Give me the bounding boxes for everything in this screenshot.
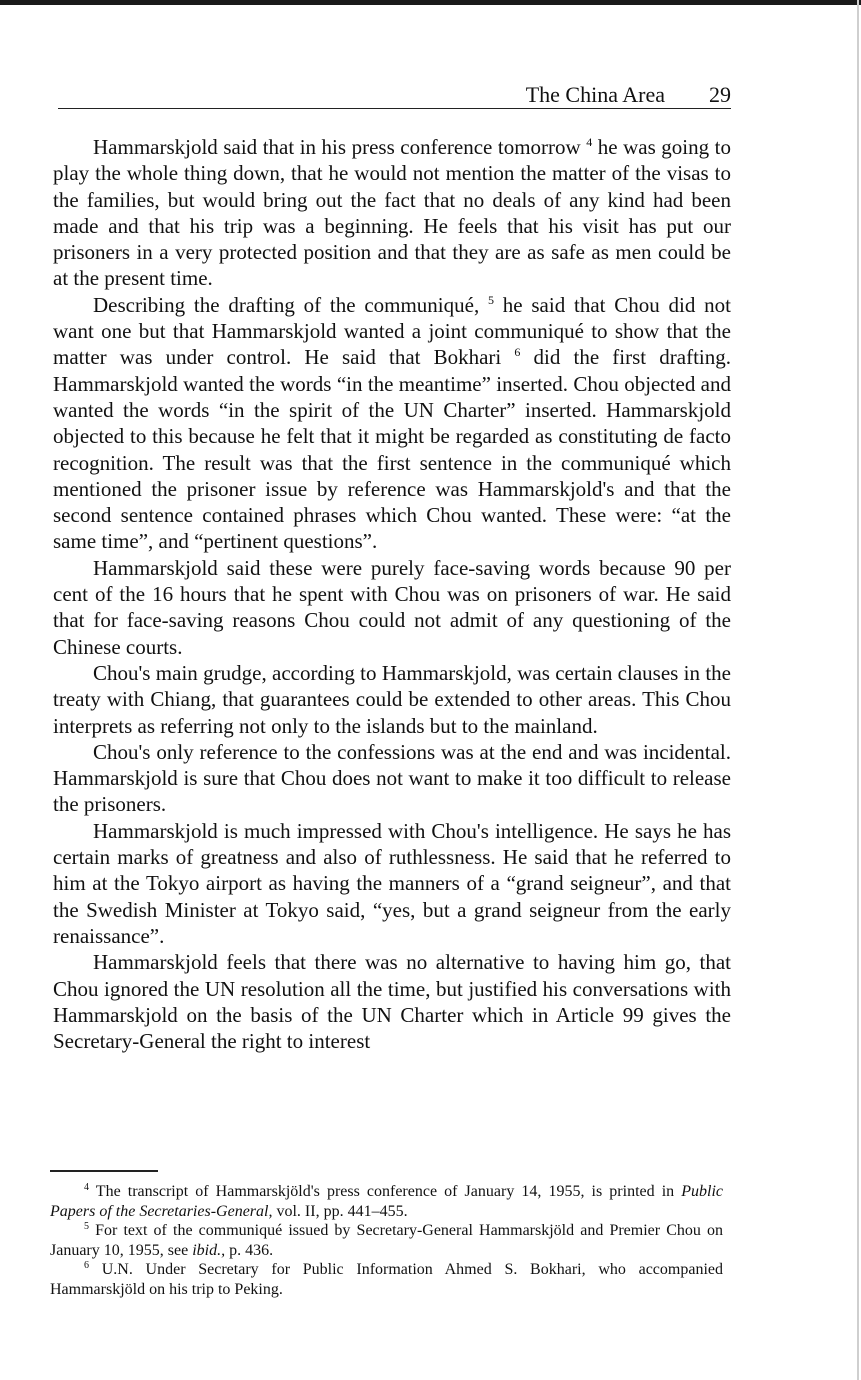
- right-scan-edge: [857, 0, 859, 1380]
- footnote-italic-text: ibid.,: [192, 1241, 226, 1259]
- paragraph: [53, 555, 731, 660]
- paragraph-text: Hammarskjold said these were purely face-saving words because 90 per cent of the 16 hours that he spent with Chou was on prisoners of war. He said that for face-saving reasons Chou could not admit of any questioning of the Chinese courts.: [53, 555, 731, 659]
- footnote-rule: [50, 1170, 158, 1172]
- footnote-italic-text: Public Papers of the Secretaries-General,: [50, 1183, 723, 1220]
- paragraph-text: Chou's main grudge, according to Hammarskjold, was certain clauses in the treaty with Chiang, that guarantees could be extended to other areas. This Chou interprets as referring not only to the islands but to the mainland.: [53, 660, 731, 738]
- footnote-text: The transcript of Hammarskjöld's press conference of January 14, 1955, is printed in: [89, 1183, 682, 1200]
- paragraph-text: Hammarskjold is much impressed with Chou's intelligence. He says he has certain marks of greatness and also of ruthlessness. He said that he referred to him at the Tokyo airport as having the manners of a “grand seigneur”, and that the Swedish Minister at Tokyo said, “yes, but a grand seigneur from the early renaissance”.: [53, 818, 731, 948]
- footnote-marker: 4: [84, 1182, 89, 1193]
- footnote-marker: 5: [84, 1221, 89, 1232]
- footnote-reference: 6: [514, 345, 521, 360]
- paragraph: [53, 292, 731, 555]
- footnote-reference: 5: [488, 292, 494, 307]
- paragraph-text: he said that Chou did not want one but that Hammarskjold wanted a joint communiqué to show that the matter was under control. He said that Bokhari: [53, 292, 731, 370]
- top-scan-border: [0, 0, 861, 5]
- footnote-text: vol. II, pp. 441–455.: [272, 1202, 408, 1220]
- footnote-reference: 4: [586, 135, 593, 149]
- paragraph: [53, 818, 731, 949]
- running-head-title: The China Area: [525, 82, 665, 107]
- footnote: [50, 1182, 723, 1221]
- paragraph-text: Chou's only reference to the confessions was at the end and was incidental. Hammarskjold is sure that Chou does not want to make it too difficult to release the prisoners.: [53, 739, 731, 817]
- footnote-text: p. 436.: [225, 1241, 274, 1259]
- footnote-marker: 6: [84, 1260, 89, 1271]
- footnote-text: U.N. Under Secretary for Public Information Ahmed S. Bokhari, who accompanied Hammarskjöld on his trip to Peking.: [50, 1261, 723, 1298]
- paragraph-text: Hammarskjold feels that there was no alternative to having him go, that Chou ignored the UN resolution all the time, but justified his conversations with Hammarskjold on the basis of the UN Charter which in Article 99 gives the Secretary-General the right to interest: [53, 950, 731, 1054]
- body-text: [53, 134, 731, 1054]
- paragraph: [53, 660, 731, 739]
- footnote: [50, 1260, 723, 1299]
- paragraph-text: did the first drafting. Hammarskjold wanted the words “in the meantime” inserted. Chou objected and wanted the words “in the spirit of the UN Charter” inserted. Hammarskjold objected to this because he felt that it might be regarded as constituting de facto recognition. The result was that the first sentence in the communiqué which mentioned the prisoner issue by reference was Hammarskjold's and that the second sentence contained phrases which Chou wanted. These were: “at the same time”, and “pertinent questions”.: [53, 345, 731, 554]
- footnote-text: For text of the communiqué issued by Secretary-General Hammarskjöld and Premier Chou on January 10, 1955, see: [50, 1222, 723, 1259]
- footnotes: [50, 1182, 723, 1299]
- paragraph-text: he was going to play the whole thing down, that he would not mention the matter of the visas to the families, but would bring out the fact that no deals of any kind had been made and that his trip was a beginning. He feels that his visit has put our prisoners in a very protected position and that they are as safe as men could be at the present time.: [53, 135, 731, 291]
- running-header: [58, 80, 731, 109]
- paragraph-text: Describing the drafting of the communiqué,: [93, 292, 488, 317]
- paragraph: [53, 949, 731, 1054]
- paragraph: [53, 739, 731, 818]
- footnote: [50, 1221, 723, 1260]
- page-number: 29: [709, 82, 731, 107]
- paragraph-text: Hammarskjold said that in his press conference tomorrow: [93, 135, 587, 159]
- paragraph: [53, 134, 731, 292]
